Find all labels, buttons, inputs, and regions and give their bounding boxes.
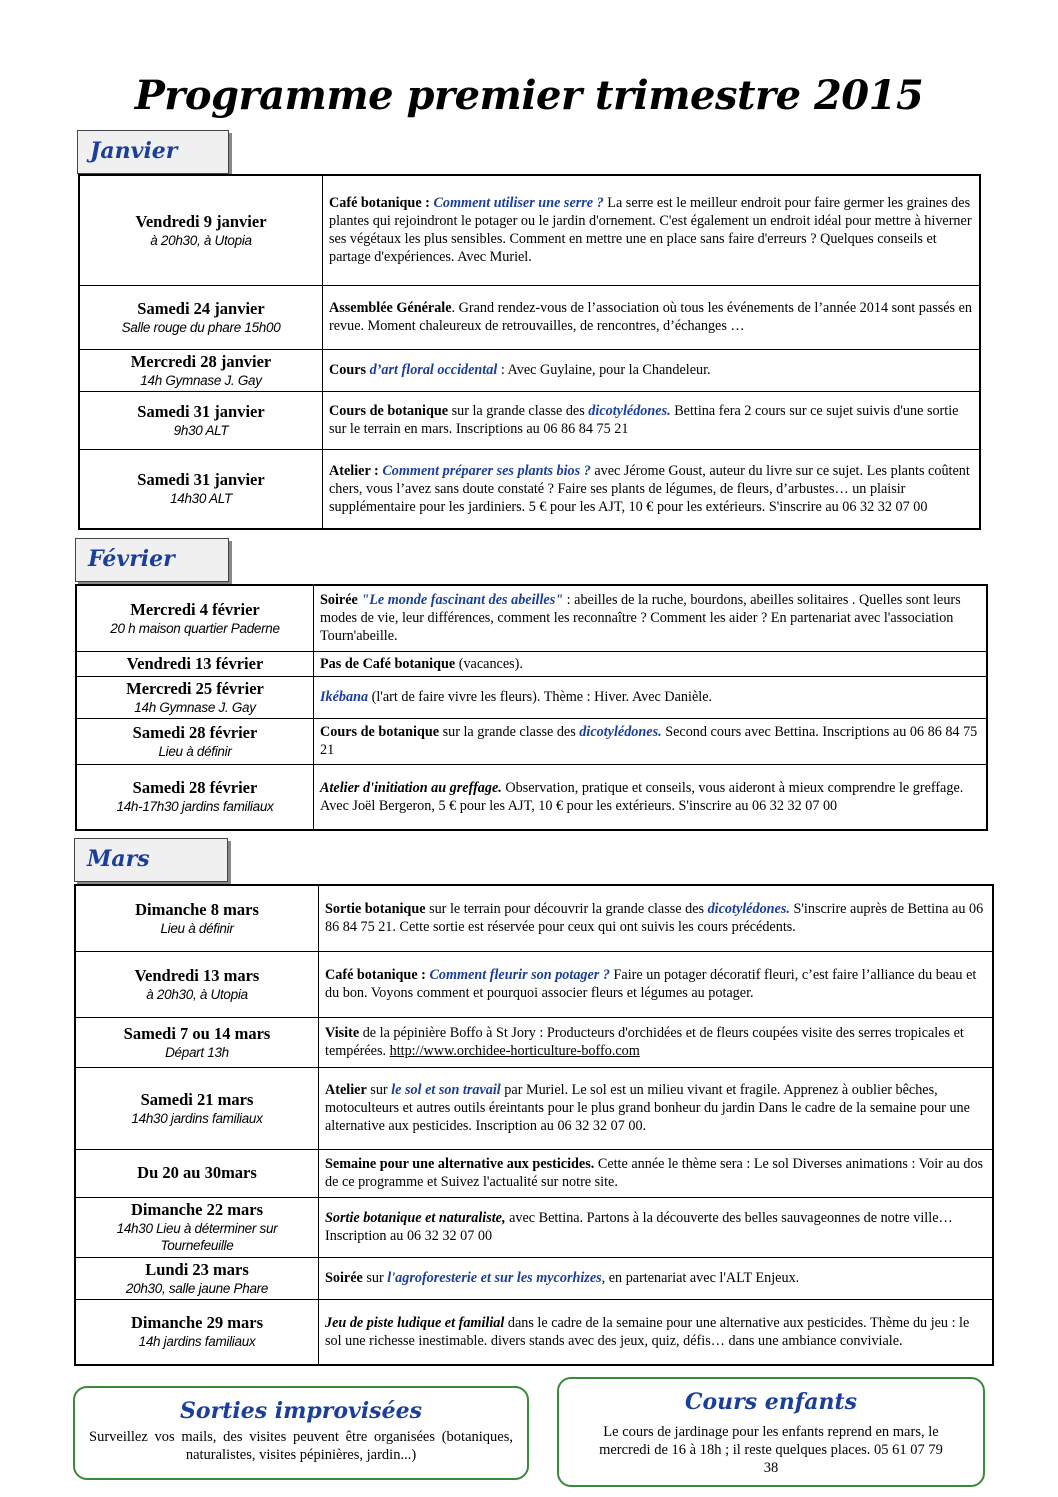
event-row	[75, 1299, 993, 1365]
event-row	[75, 1017, 993, 1067]
event-type: Atelier d'initiation au greffage.	[320, 779, 502, 796]
cours-enfants-box	[557, 1377, 985, 1487]
event-description	[323, 391, 981, 449]
event-place-time: 9h30 ALT	[173, 422, 229, 438]
event-topic: Ikébana	[320, 689, 369, 705]
website-link[interactable]: http://www.orchidee-horticulture-boffo.com	[389, 1043, 640, 1059]
event-type: Soirée	[320, 592, 362, 609]
event-text: avec Bettina. Partons à la découverte des belles sauvageonnes de notre ville… Inscription au 06 32 32 07 00	[325, 1210, 953, 1244]
event-text-pre: sur la grande classe des	[448, 403, 589, 419]
event-text: Second cours avec Bettina. Inscriptions au 06 86 84 75 21	[320, 724, 978, 758]
event-description	[323, 449, 981, 529]
event-topic: "Le monde fascinant des abeilles"	[361, 592, 564, 609]
event-date-cell	[75, 951, 319, 1017]
event-date: Dimanche 8 mars	[135, 899, 259, 919]
event-row	[76, 585, 987, 651]
event-topic: Comment utiliser une serre ?	[433, 195, 604, 212]
event-type: Sortie botanique et naturaliste,	[325, 1210, 506, 1226]
event-text-pre: sur	[362, 1270, 388, 1286]
event-type: Cours de botanique	[320, 724, 440, 740]
event-row	[76, 764, 987, 830]
table-janvier	[78, 174, 981, 530]
event-date: Samedi 31 janvier	[137, 470, 265, 490]
event-place-time: Lieu à définir	[158, 743, 232, 759]
event-place-time: 20 h maison quartier Paderne	[110, 620, 280, 636]
table-mars	[74, 884, 994, 1366]
enfants-title: Cours enfants	[684, 1389, 858, 1415]
event-row	[76, 718, 987, 764]
event-type: Cours	[329, 362, 370, 378]
event-text: (l'art de faire vivre les fleurs). Thème : Hiver. Avec Danièle.	[368, 689, 713, 705]
event-row	[75, 1149, 993, 1197]
event-place-time: 14h30 jardins familiaux	[131, 1110, 263, 1126]
enfants-text: Le cours de jardinage pour les enfants reprend en mars, le mercredi de 16 à 18h ; il reste quelques places. 05 61 07 79 38	[599, 1424, 943, 1476]
table-fevrier	[75, 584, 988, 831]
event-description	[314, 676, 988, 718]
event-row	[79, 391, 980, 449]
event-date-cell	[75, 1149, 319, 1197]
event-row	[79, 449, 980, 529]
event-type: Café botanique :	[325, 967, 430, 983]
event-text: Bettina fera 2 cours sur ce sujet suivis d'une sortie sur le terrain en mars. Inscriptions au 06 86 84 75 21	[329, 403, 959, 437]
event-type: Pas de Café botanique	[320, 655, 456, 672]
event-date-cell	[76, 764, 314, 830]
event-description	[319, 1197, 994, 1257]
event-description	[314, 585, 988, 651]
event-type: Assemblée Générale	[329, 300, 452, 316]
event-type: Cours de botanique	[329, 403, 449, 419]
event-type: Atelier :	[329, 462, 383, 479]
event-date-cell	[76, 585, 314, 651]
event-place-time: 14h Gymnase J. Gay	[134, 699, 256, 715]
event-date: Samedi 28 février	[132, 778, 258, 798]
event-text-pre: sur le terrain pour découvrir la grande classe des	[425, 901, 708, 918]
event-date: Vendredi 13 mars	[134, 965, 260, 985]
sorties-title: Sorties improvisées	[180, 1398, 422, 1424]
event-description	[319, 1017, 994, 1067]
event-place-time: 20h30, salle jaune Phare	[125, 1280, 269, 1296]
event-text: Observation, pratique et conseils, vous aideront à mieux comprendre le greffage. Avec Joël Bergeron, 5 € pour les AJT, 10 € pour les extérieurs. S'inscrire au 06 32 32 07 00	[320, 779, 964, 814]
event-type: Soirée	[325, 1270, 363, 1286]
event-row	[79, 349, 980, 391]
month-tab-janvier: Janvier	[77, 130, 229, 174]
event-date-cell	[76, 651, 314, 676]
event-date-cell	[75, 1197, 319, 1257]
event-date-cell	[79, 175, 323, 285]
event-date-cell	[76, 676, 314, 718]
event-date-cell	[75, 1017, 319, 1067]
event-row	[79, 175, 980, 285]
event-text: La serre est le meilleur endroit pour faire germer les graines des plantes qui rejoindront le potager ou le jardin d'ornement. C'est également un endroit idéal pour mettre à hiverner ses végétaux les plus sensibles. Comment en mettre une en place sans faire d'erreurs ? Quelques conseils et partage d'expériences. Avec Muriel.	[329, 195, 972, 266]
event-text: Faire un potager décoratif fleuri, c’est faire l’alliance du beau et du bon. Voyons comment et pourquoi associer fleurs et légumes au potager.	[325, 967, 977, 1001]
event-type: Café botanique :	[329, 195, 434, 212]
event-date: Dimanche 22 mars	[131, 1200, 263, 1219]
event-date: Vendredi 9 janvier	[135, 211, 267, 231]
event-date: Samedi 31 janvier	[137, 401, 265, 421]
event-text: : Avec Guylaine, pour la Chandeleur.	[497, 362, 711, 378]
event-date: Dimanche 29 mars	[131, 1313, 263, 1333]
event-date: Mercredi 4 février	[130, 599, 260, 619]
event-topic: le sol et son travail	[391, 1082, 501, 1098]
event-place-time: Départ 13h	[165, 1044, 229, 1060]
event-text: : abeilles de la ruche, bourdons, abeilles solitaires . Quelles sont leurs modes de vie, leur différences, comment les reconnaître ? Comment les aider ? En partenariat avec l'association Tourn'abeille.	[320, 592, 961, 645]
event-text: avec Jérome Goust, auteur du livre sur ce sujet. Les plants coûtent chers, vous l’avez sans doute constaté ? Faire ses plants de légumes, de fleurs, d’arbustes… un plaisir supplémentaire pour les jardiniers. 5 € pour les AJT, 10 € pour les extérieurs. S'inscrire au 06 32 32 07 00	[329, 462, 970, 515]
event-place-time: Salle rouge du phare 15h00	[121, 319, 281, 335]
event-row	[75, 951, 993, 1017]
event-text: de la pépinière Boffo à St Jory : Producteurs d'orchidées et de fleurs coupées visite des serres tropicales et tempérées.	[325, 1025, 964, 1059]
event-date-cell	[75, 1299, 319, 1365]
event-date-cell	[79, 449, 323, 529]
event-row	[75, 1067, 993, 1149]
event-description	[319, 1257, 994, 1299]
event-topic: Comment préparer ses plants bios ?	[382, 462, 591, 479]
event-description	[323, 285, 981, 349]
event-type: Semaine pour une alternative aux pesticides.	[325, 1156, 595, 1172]
event-description	[314, 651, 988, 676]
event-topic: dicotylédones.	[707, 901, 790, 918]
event-date: Du 20 au 30mars	[137, 1163, 257, 1182]
event-description	[314, 764, 988, 830]
event-row	[75, 885, 993, 951]
event-text: (vacances).	[455, 655, 523, 672]
event-text: Cette année le thème sera : Le sol Diverses animations : Voir au dos de ce programme et Suivez l'actualité sur notre site.	[325, 1156, 984, 1190]
event-date-cell	[76, 718, 314, 764]
sorties-text: Surveillez vos mails, des visites peuvent être organisées (botaniques, naturalistes, visites pépinières, jardin...)	[89, 1429, 513, 1463]
event-date: Lundi 23 mars	[145, 1259, 249, 1279]
event-type: Visite	[325, 1025, 360, 1041]
event-type: Jeu de piste ludique et familial	[325, 1314, 505, 1331]
event-place-time: 14h jardins familiaux	[138, 1334, 256, 1350]
event-type: Sortie botanique	[325, 901, 426, 918]
event-date: Vendredi 13 février	[126, 653, 264, 673]
event-text: . Grand rendez-vous de l’association où tous les événements de l’année 2014 sont passés en revue. Moment chaleureux de retrouvailles, de rencontres, d’échanges …	[329, 300, 972, 334]
event-description	[319, 1149, 994, 1197]
event-text-pre: sur la grande classe des	[439, 724, 580, 740]
event-date: Samedi 28 février	[132, 722, 258, 742]
event-date: Samedi 24 janvier	[137, 298, 265, 318]
event-row	[76, 651, 987, 676]
event-type: Atelier	[325, 1082, 367, 1098]
event-date-cell	[79, 391, 323, 449]
event-text: , en partenariat avec l'ALT Enjeux.	[601, 1270, 800, 1286]
event-description	[314, 718, 988, 764]
event-place-time: 14h Gymnase J. Gay	[140, 372, 262, 388]
event-description	[319, 1067, 994, 1149]
event-description	[323, 175, 981, 285]
event-row	[76, 676, 987, 718]
event-topic: Comment fleurir son potager ?	[429, 967, 610, 983]
event-place-time: 14h-17h30 jardins familiaux	[116, 799, 274, 815]
event-topic: d’art floral occidental	[369, 362, 498, 378]
event-text: par Muriel. Le sol est un milieu vivant et fragile. Apprenez à oublier bêches, motoculteurs et autres outils éreintants pour le plus grand bonheur du jardin Dans le cadre de la semaine pour une alternative aux pesticides. Inscription au 06 32 32 07 00.	[325, 1082, 970, 1134]
event-description	[319, 885, 994, 951]
event-topic: dicotylédones.	[579, 724, 662, 740]
event-place-time: 14h30 Lieu à déterminer sur Tournefeuille	[116, 1221, 278, 1253]
event-text: S'inscrire auprès de Bettina au 06 86 84 75 21. Cette sortie est réservée pour ceux qui ont suivis les cours précédents.	[325, 901, 984, 936]
event-text: dans le cadre de la semaine pour une alternative aux pesticides. Thème du jeu : le sol une richesse inestimable. divers stands avec des jeux, quiz, défis… dans une ambiance conviviale.	[325, 1314, 970, 1349]
event-date: Mercredi 25 février	[126, 678, 264, 698]
event-row	[79, 285, 980, 349]
event-row	[75, 1257, 993, 1299]
event-row	[75, 1197, 993, 1257]
sorties-improvisees-box	[73, 1386, 529, 1480]
event-topic: dicotylédones.	[588, 403, 671, 419]
month-tab-mars: Mars	[74, 838, 228, 882]
event-text-pre: sur	[366, 1082, 392, 1098]
event-date-cell	[75, 1257, 319, 1299]
event-date: Samedi 7 ou 14 mars	[123, 1023, 271, 1043]
event-date-cell	[75, 1067, 319, 1149]
month-tab-fevrier: Février	[75, 538, 229, 582]
event-date-cell	[79, 349, 323, 391]
event-place-time: à 20h30, à Utopia	[146, 986, 248, 1002]
event-topic: l'agroforesterie et sur les mycorhizes	[387, 1270, 602, 1286]
event-date-cell	[79, 285, 323, 349]
page-title: Programme premier trimestre 2015	[134, 72, 924, 119]
event-description	[319, 1299, 994, 1365]
event-place-time: à 20h30, à Utopia	[150, 232, 252, 248]
event-date: Mercredi 28 janvier	[130, 351, 272, 371]
event-place-time: Lieu à définir	[160, 920, 234, 936]
event-description	[323, 349, 981, 391]
event-place-time: 14h30 ALT	[170, 491, 232, 507]
event-description	[319, 951, 994, 1017]
event-date: Samedi 21 mars	[140, 1089, 254, 1109]
event-date-cell	[75, 885, 319, 951]
